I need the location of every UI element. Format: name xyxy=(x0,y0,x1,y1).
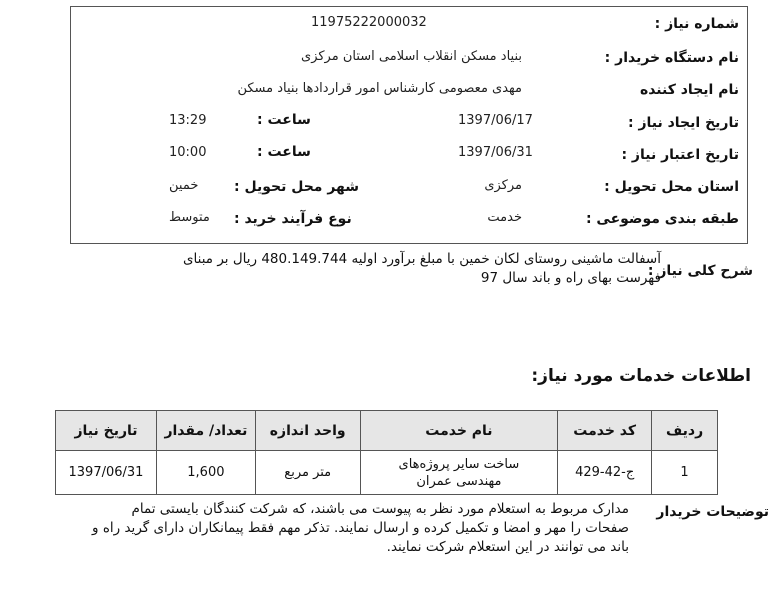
col-header-row-number: ردیف xyxy=(652,411,718,451)
cell-unit: متر مربع xyxy=(255,451,360,495)
validity-date-label: تاریخ اعتبار نیاز : xyxy=(621,147,739,163)
category-value: خدمت xyxy=(487,209,522,225)
buyer-value: بنیاد مسکن انقلاب اسلامی استان مرکزی xyxy=(301,48,522,64)
created-date-label: تاریخ ایجاد نیاز : xyxy=(627,115,739,131)
cell-need-date: 1397/06/31 xyxy=(56,451,157,495)
created-time-value: 13:29 xyxy=(169,112,207,128)
table-row xyxy=(56,451,718,495)
col-header-service-name: نام خدمت xyxy=(360,411,558,451)
buyer-notes-text xyxy=(69,500,629,557)
delivery-city-label: شهر محل تحویل : xyxy=(234,179,360,195)
col-header-service-code: کد خدمت xyxy=(558,411,652,451)
delivery-province-value: مرکزی xyxy=(484,177,522,193)
category-label: طبقه بندی موضوعی : xyxy=(585,211,739,227)
validity-date-value: 1397/06/31 xyxy=(458,144,533,160)
validity-time-value: 10:00 xyxy=(169,144,207,160)
summary-line-1: آسفالت ماشینی روستای لکان خمین با مبلغ برآورد اولیه 480.149.744 ریال بر مبنای xyxy=(182,251,661,267)
summary-line-2: فهرست بهای راه و باند سال 97 xyxy=(480,270,661,286)
process-type-value: متوسط xyxy=(169,209,210,225)
need-number-value: 11975222000032 xyxy=(311,14,427,30)
col-header-need-date: تاریخ نیاز xyxy=(56,411,157,451)
buyer-notes-line-3: باند می توانند در این استعلام شرکت نمایند. xyxy=(386,539,629,555)
delivery-city-value: خمین xyxy=(169,177,199,193)
cell-row-number: 1 xyxy=(652,451,718,495)
col-header-unit: واحد اندازه xyxy=(255,411,360,451)
creator-value: مهدی معصومی کارشناس امور قراردادها بنیاد مسکن xyxy=(237,80,522,96)
cell-service-name xyxy=(360,451,558,495)
services-section-title: اطلاعات خدمات مورد نیاز: xyxy=(531,366,751,386)
buyer-notes-label: توضیحات خریدار xyxy=(656,504,769,520)
table-header-row xyxy=(56,411,718,451)
creator-label: نام ایجاد کننده xyxy=(639,82,739,98)
summary-text xyxy=(101,250,661,288)
need-number-row xyxy=(655,14,739,34)
service-name-line-1: ساخت سایر پروژه‌های xyxy=(398,456,520,472)
col-header-quantity: تعداد/ مقدار xyxy=(156,411,255,451)
services-table xyxy=(55,410,718,495)
cell-quantity: 1,600 xyxy=(156,451,255,495)
need-info-box xyxy=(70,6,748,244)
process-type-label: نوع فرآیند خرید : xyxy=(234,211,352,227)
buyer-label: نام دستگاه خریدار : xyxy=(604,50,739,66)
need-number-label: شماره نیاز : xyxy=(654,16,739,32)
buyer-notes-line-1: مدارک مربوط به استعلام مورد نظر به پیوست می باشند، که شرکت کنندگان بایستی تمام xyxy=(131,501,629,517)
summary-label: شرح کلی نیاز : xyxy=(647,263,753,279)
cell-service-code: ج-42-429 xyxy=(558,451,652,495)
created-date-value: 1397/06/17 xyxy=(458,112,533,128)
created-time-label: ساعت : xyxy=(257,112,311,128)
service-name-line-2: مهندسی عمران xyxy=(416,473,502,489)
delivery-province-label: استان محل تحویل : xyxy=(604,179,739,195)
validity-time-label: ساعت : xyxy=(257,144,311,160)
buyer-notes-line-2: صفحات را مهر و امضا و تکمیل کرده و ارسال نمایند. تذکر مهم فقط پیمانکاران دارای گرید راه و xyxy=(92,520,629,536)
